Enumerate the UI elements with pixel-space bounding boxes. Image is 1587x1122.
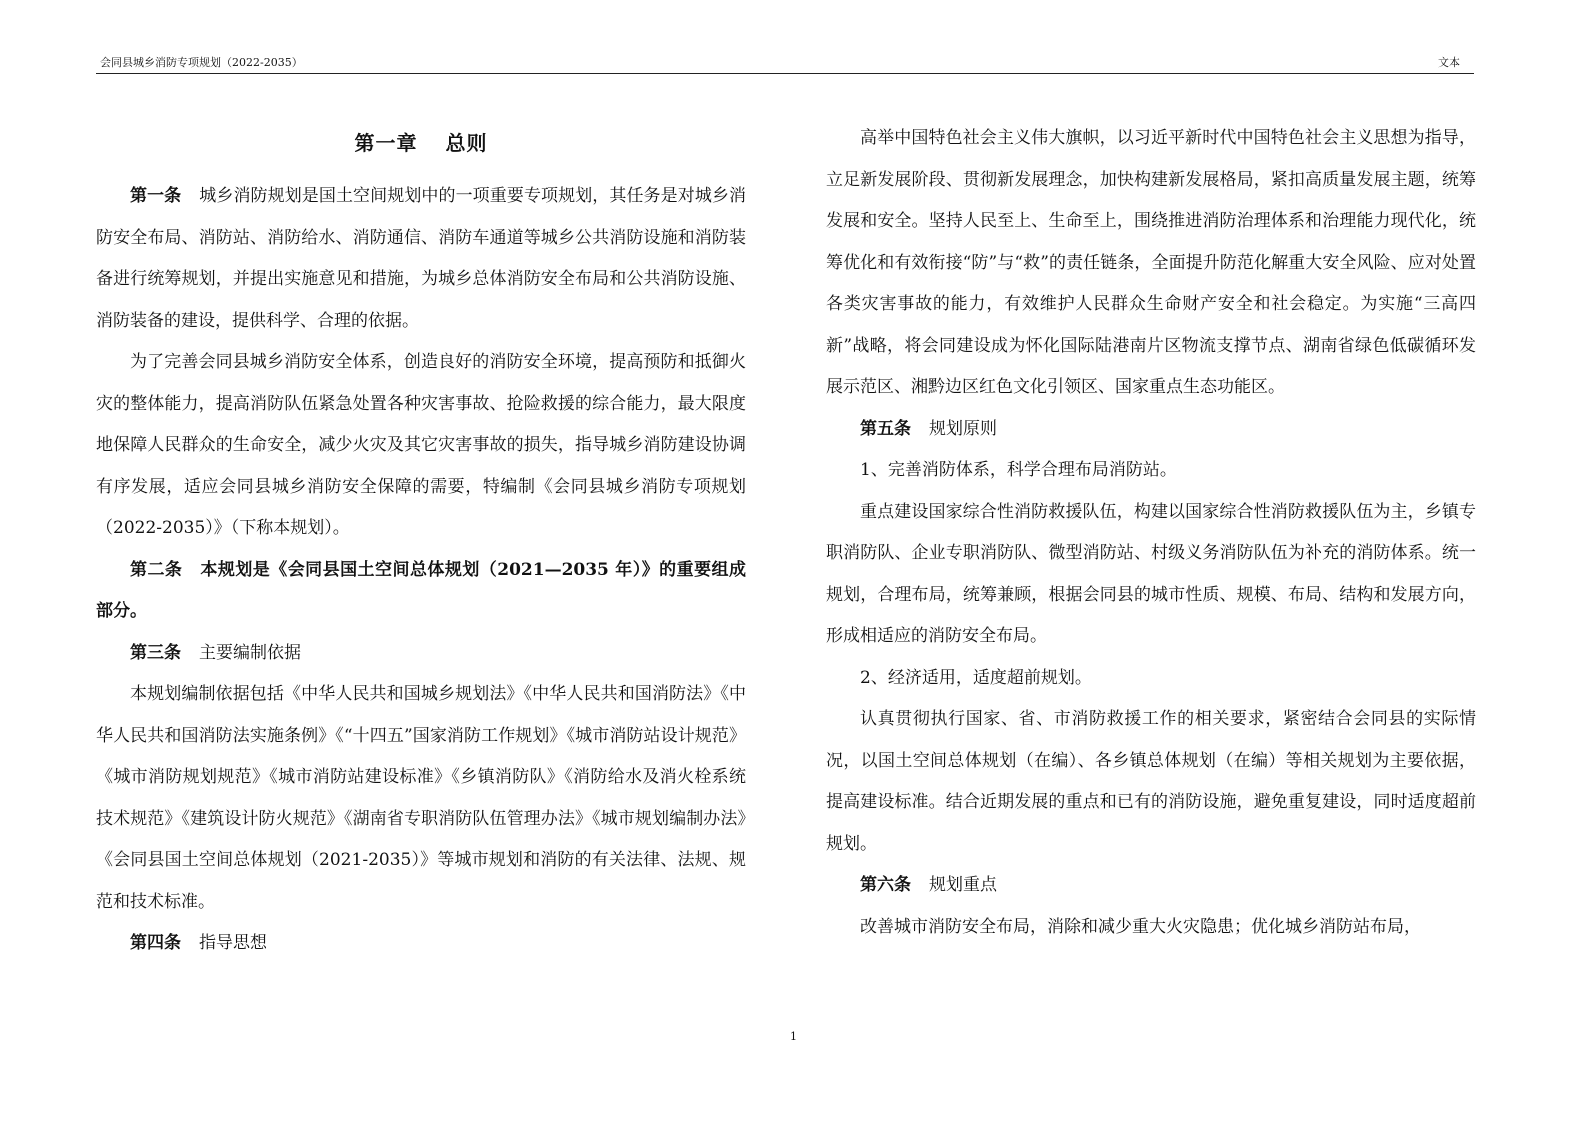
article-5-label: 第五条 xyxy=(860,418,911,439)
header-section: 文本 xyxy=(1438,56,1460,69)
article-4 xyxy=(96,923,746,965)
paragraph: 高举中国特色社会主义伟大旗帜，以习近平新时代中国特色社会主义思想为指导，立足新发展阶段、贯彻新发展理念，加快构建新发展格局，紧扣高质量发展主题，统筹发展和安全。坚持人民至上、生命至上，围绕推进消防治理体系和治理能力现代化，统筹优化和有效衔接“防”与“救”的责任链条，全面提升防范化解重大安全风险、应对处置各类灾害事故的能力，有效维护人民群众生命财产安全和社会稳定。为实施“三高四新”战略，将会同建设成为怀化国际陆港南片区物流支撑节点、湖南省绿色低碳循环发展示范区、湘黔边区红色文化引领区、国家重点生态功能区。 xyxy=(826,128,1476,397)
page-number: 1 xyxy=(790,1030,797,1043)
article-6 xyxy=(826,865,1476,907)
chapter-title xyxy=(96,118,746,168)
list-item: 2、经济适用，适度超前规划。 xyxy=(860,667,1092,688)
article-6-label: 第六条 xyxy=(860,875,911,895)
article-2 xyxy=(96,550,746,633)
left-column xyxy=(96,118,746,965)
article-3-text: 主要编制依据 xyxy=(199,642,301,663)
paragraph: 重点建设国家综合性消防救援队伍，构建以国家综合性消防救援队伍为主，乡镇专职消防队、企业专职消防队、微型消防站、村级义务消防队伍为补充的消防体系。统一规划，合理布局，统筹兼顾，根据会同县的城市性质、规模、布局、结构和发展方向，形成相适应的消防安全布局。 xyxy=(826,501,1476,646)
article-6-text: 规划重点 xyxy=(929,875,997,895)
paragraph: 改善城市消防安全布局，消除和减少重大火灾隐患；优化城乡消防站布局， xyxy=(860,916,1421,937)
paragraph: 为了完善会同县城乡消防安全体系，创造良好的消防安全环境，提高预防和抵御火灾的整体能力，提高消防队伍紧急处置各种灾害事故、抢险救援的综合能力，最大限度地保障人民群众的生命安全，减少火灾及其它灾害事故的损失，指导城乡消防建设协调有序发展，适应会同县城乡消防安全保障的需要，特编制《会同县城乡消防专项规划（2022-2035）》（下称本规划）。 xyxy=(96,352,746,538)
paragraph: 本规划编制依据包括《中华人民共和国城乡规划法》《中华人民共和国消防法》《中华人民共和国消防法实施条例》《“十四五”国家消防工作规划》《城市消防站设计规范》《城市消防规划规范》《城市消防站建设标准》《乡镇消防队》《消防给水及消火栓系统技术规范》《建筑设计防火规范》《湖南省专职消防队伍管理办法》《城市规划编制办法》《会同县国土空间总体规划（2021-2035）》等城市规划和消防的有关法律、法规、规范和技术标准。 xyxy=(96,684,746,912)
right-column xyxy=(826,118,1476,948)
article-2-text: 本规划是《会同县国土空间总体规划（2021—2035 年）》的重要组成部分。 xyxy=(96,559,747,621)
article-5 xyxy=(826,409,1476,451)
page-header xyxy=(96,55,1474,74)
list-item: 1、完善消防体系，科学合理布局消防站。 xyxy=(860,460,1177,480)
article-1 xyxy=(96,176,746,342)
article-3-label: 第三条 xyxy=(130,642,181,663)
paragraph: 认真贯彻执行国家、省、市消防救援工作的相关要求，紧密结合会同县的实际情况，以国土空间总体规划（在编）、各乡镇总体规划（在编）等相关规划为主要依据，提高建设标准。结合近期发展的重点和已有的消防设施，避免重复建设，同时适度超前规划。 xyxy=(826,709,1476,854)
chapter-number: 第一章 xyxy=(354,131,418,155)
article-5-text: 规划原则 xyxy=(929,418,997,439)
article-4-text: 指导思想 xyxy=(199,933,267,953)
article-4-label: 第四条 xyxy=(130,933,181,953)
article-3 xyxy=(96,633,746,675)
article-1-text: 城乡消防规划是国土空间规划中的一项重要专项规划，其任务是对城乡消防安全布局、消防站、消防给水、消防通信、消防车通道等城乡公共消防设施和消防装备进行统筹规划，并提出实施意见和措施，为城乡总体消防安全布局和公共消防设施、消防装备的建设，提供科学、合理的依据。 xyxy=(96,186,746,331)
chapter-name: 总则 xyxy=(445,131,488,155)
article-2-label: 第二条 xyxy=(130,559,183,580)
article-1-label: 第一条 xyxy=(130,186,182,206)
header-title: 会同县城乡消防专项规划（2022-2035） xyxy=(100,56,303,69)
